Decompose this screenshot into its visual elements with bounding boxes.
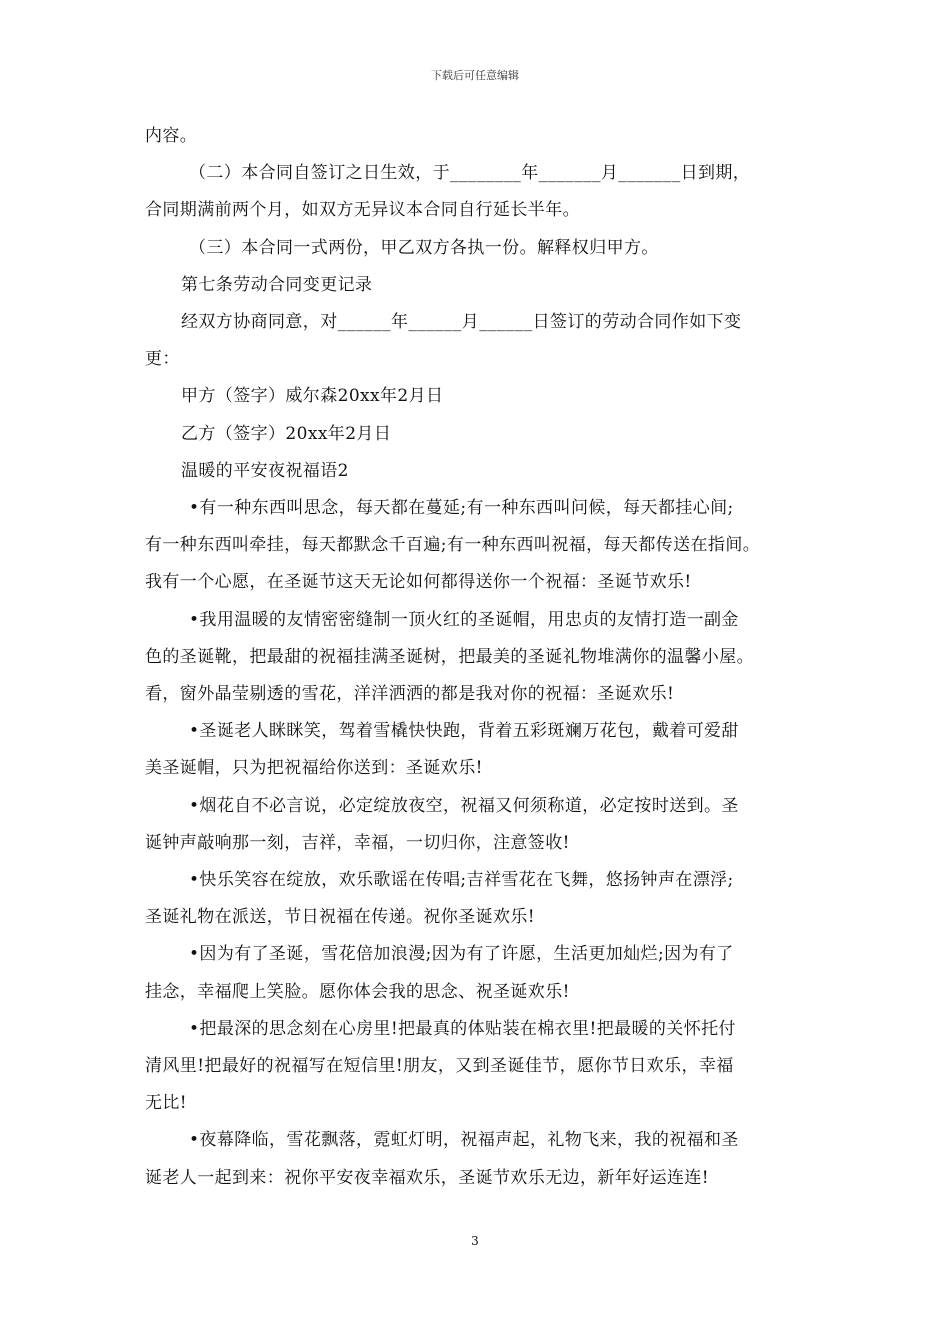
paragraph-line: 看，窗外晶莹剔透的雪花，洋洋洒洒的都是我对你的祝福：圣诞欢乐! [145, 684, 675, 705]
document-body [145, 118, 810, 1197]
paragraph-line: 有一种东西叫牵挂，每天都默念千百遍;有一种东西叫祝福，每天都传送在指间。 [145, 535, 761, 556]
paragraph-line: •夜幕降临，雪花飘落，霓虹灯明，祝福声起，礼物飞来，我的祝福和圣 [189, 1130, 739, 1151]
download-note: 下载后可任意编辑 [431, 69, 519, 82]
paragraph-line: 诞钟声敲响那一刻，吉祥，幸福，一切归你，注意签收! [145, 832, 570, 853]
paragraph-line: （三）本合同一式两份，甲乙双方各执一份。解释权归甲方。 [189, 237, 659, 258]
signature-line-party-a: 甲方（签字）威尔森20xx年2月日 [181, 386, 444, 407]
paragraph-line: 诞老人一起到来：祝你平安夜幸福欢乐，圣诞节欢乐无边，新年好运连连! [145, 1167, 710, 1188]
paragraph-line: •快乐笑容在绽放，欢乐歌谣在传唱;吉祥雪花在飞舞，悠扬钟声在漂浮; [189, 870, 734, 891]
paragraph-line: •圣诞老人眯眯笑，驾着雪橇快快跑，背着五彩斑斓万花包，戴着可爱甜 [189, 721, 739, 742]
paragraph-line: 清风里!把最好的祝福写在短信里!朋友，又到圣诞佳节，愿你节日欢乐，幸福 [145, 1056, 734, 1077]
paragraph-line: •因为有了圣诞，雪花倍加浪漫;因为有了许愿，生活更加灿烂;因为有了 [189, 944, 734, 965]
paragraph-line: 更： [145, 349, 180, 370]
paragraph-line: •有一种东西叫思念，每天都在蔓延;有一种东西叫问候，每天都挂心间; [189, 498, 734, 519]
paragraph-line: •烟花自不必言说，必定绽放夜空，祝福又何须称道，必定按时送到。圣 [189, 795, 739, 816]
paragraph-line: •把最深的思念刻在心房里!把最真的体贴装在棉衣里!把最暖的关怀托付 [189, 1018, 736, 1039]
paragraph-line: 无比! [145, 1093, 188, 1114]
paragraph-line: 美圣诞帽，只为把祝福给你送到：圣诞欢乐! [145, 758, 483, 779]
paragraph-line: 合同期满前两个月，如双方无异议本合同自行延长半年。 [145, 200, 580, 221]
article-title: 温暖的平安夜祝福语2 [181, 460, 349, 481]
paragraph-line: 圣诞礼物在派送，节日祝福在传递。祝你圣诞欢乐! [145, 907, 536, 928]
page-number: 3 [471, 1234, 479, 1248]
paragraph-line: 我有一个心愿，在圣诞节这天无论如何都得送你一个祝福：圣诞节欢乐! [145, 572, 692, 593]
section-heading: 第七条劳动合同变更记录 [181, 274, 373, 295]
paragraph-line: 经双方协商同意，对______年______月______日签订的劳动合同作如下变 [181, 312, 742, 333]
signature-line-party-b: 乙方（签字）20xx年2月日 [181, 423, 392, 444]
paragraph-line: 内容。 [145, 126, 198, 146]
paragraph-line: 色的圣诞靴，把最甜的祝福挂满圣诞树，把最美的圣诞礼物堆满你的温馨小屋。 [145, 646, 754, 667]
paragraph-line: 挂念，幸福爬上笑脸。愿你体会我的思念、祝圣诞欢乐! [145, 981, 570, 1002]
paragraph-line: （二）本合同自签订之日生效，于________年_______月_______日到期， [189, 163, 751, 184]
paragraph-line: •我用温暖的友情密密缝制一顶火红的圣诞帽，用忠贞的友情打造一副金 [189, 609, 739, 630]
